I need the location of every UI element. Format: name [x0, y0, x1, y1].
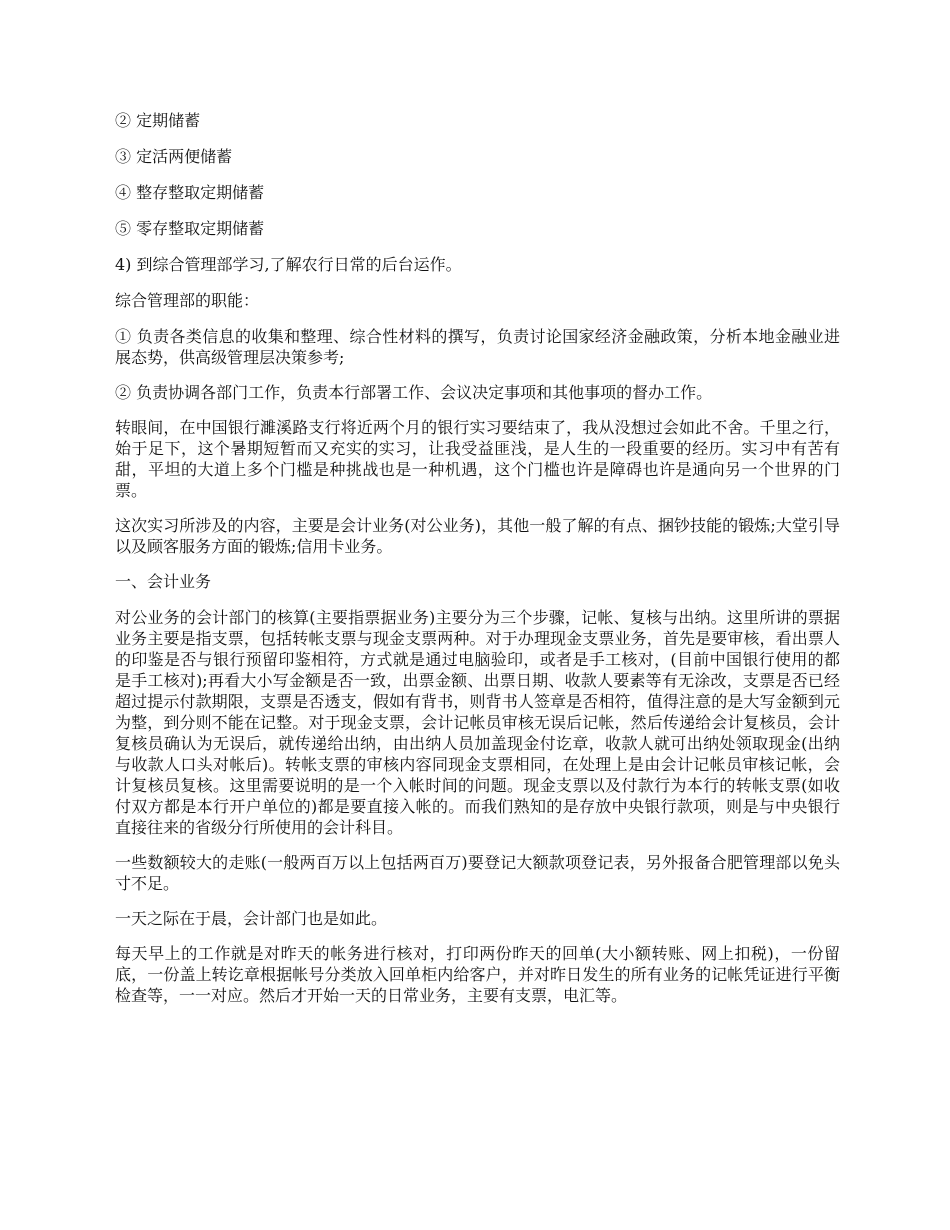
section-heading-accounting: 一、会计业务: [115, 572, 212, 591]
paragraph-daily-routine: 每天早上的工作就是对昨天的帐务进行核对，打印两份昨天的回单(大小额转账、网上扣税)，一份留底，一份盖上转讫章根据帐号分类放入回单柜内给客户，并对昨日发生的所有业务的记帐凭证进行平衡检查等，一一对应。然后才开始一天的日常业务，主要有支票，电汇等。: [115, 944, 840, 1005]
paragraph-admin-dept-duties-heading: 综合管理部的职能：: [115, 291, 260, 310]
paragraph-large-transfers: 一些数额较大的走账(一般两百万以上包括两百万)要登记大额款项登记表，另外报备合肥管理部以免头寸不足。: [115, 853, 840, 893]
paragraph-admin-dept-study: 4) 到综合管理部学习,了解农行日常的后台运作。: [115, 255, 462, 274]
document-page: [115, 110, 840, 1020]
paragraph-installment-deposit: ⑤ 零存整取定期储蓄: [115, 219, 265, 238]
paragraph-fixed-deposit: ② 定期储蓄: [115, 111, 201, 130]
paragraph-duty-2: ② 负责协调各部门工作，负责本行部署工作、会议决定事项和其他事项的督办工作。: [115, 383, 713, 402]
paragraph-lump-sum-deposit: ④ 整存整取定期储蓄: [115, 183, 265, 202]
paragraph-internship-scope: 这次实习所涉及的内容，主要是会计业务(对公业务)，其他一般了解的有点、捆钞技能的锻炼;大堂引导以及顾客服务方面的锻炼;信用卡业务。: [115, 516, 840, 556]
paragraph-duty-1: ① 负责各类信息的收集和整理、综合性材料的撰写，负责讨论国家经济金融政策，分析本地金融业进展态势，供高级管理层决策参考;: [115, 327, 840, 367]
paragraph-accounting-process: 对公业务的会计部门的核算(主要指票据业务)主要分为三个步骤，记帐、复核与出纳。这里所讲的票据业务主要是指支票，包括转帐支票与现金支票两种。对于办理现金支票业务，首先是要审核，看出票人的印鉴是否与银行预留印鉴相符，方式就是通过电脑验印，或者是手工核对，(目前中国银行使用的都是手工核对);再看大小写金额是否一致，出票金额、出票日期、收款人要素等有无涂改，支票是否已经超过提示付款期限，支票是否透支，假如有背书，则背书人签章是否相符，值得注意的是大写金额到元为整，到分则不能在记整。对于现金支票，会计记帐员审核无误后记帐，然后传递给会计复核员，会计复核员确认为无误后，就传递给出纳，由出纳人员加盖现金付讫章，收款人就可出纳处领取现金(出纳与收款人口头对帐后)。转帐支票的审核内容同现金支票相同，在处理上是由会计记帐员审核记帐，会计复核员复核。这里需要说明的是一个入帐时间的问题。现金支票以及付款行为本行的转帐支票(如收付双方都是本行开户单位的)都是要直接入帐的。而我们熟知的是存放中央银行款项，则是与中央银行直接往来的省级分行所使用的会计科目。: [115, 608, 840, 837]
paragraph-flexible-deposit: ③ 定活两便储蓄: [115, 147, 233, 166]
paragraph-reflection: 转眼间，在中国银行濉溪路支行将近两个月的银行实习要结束了，我从没想过会如此不舍。千里之行，始于足下，这个暑期短暂而又充实的实习，让我受益匪浅，是人生的一段重要的经历。实习中有苦有甜，平坦的大道上多个门槛是种挑战也是一种机遇，这个门槛也许是障碍也许是通向另一个世界的门票。: [115, 418, 840, 500]
paragraph-morning: 一天之际在于晨，会计部门也是如此。: [115, 909, 388, 928]
